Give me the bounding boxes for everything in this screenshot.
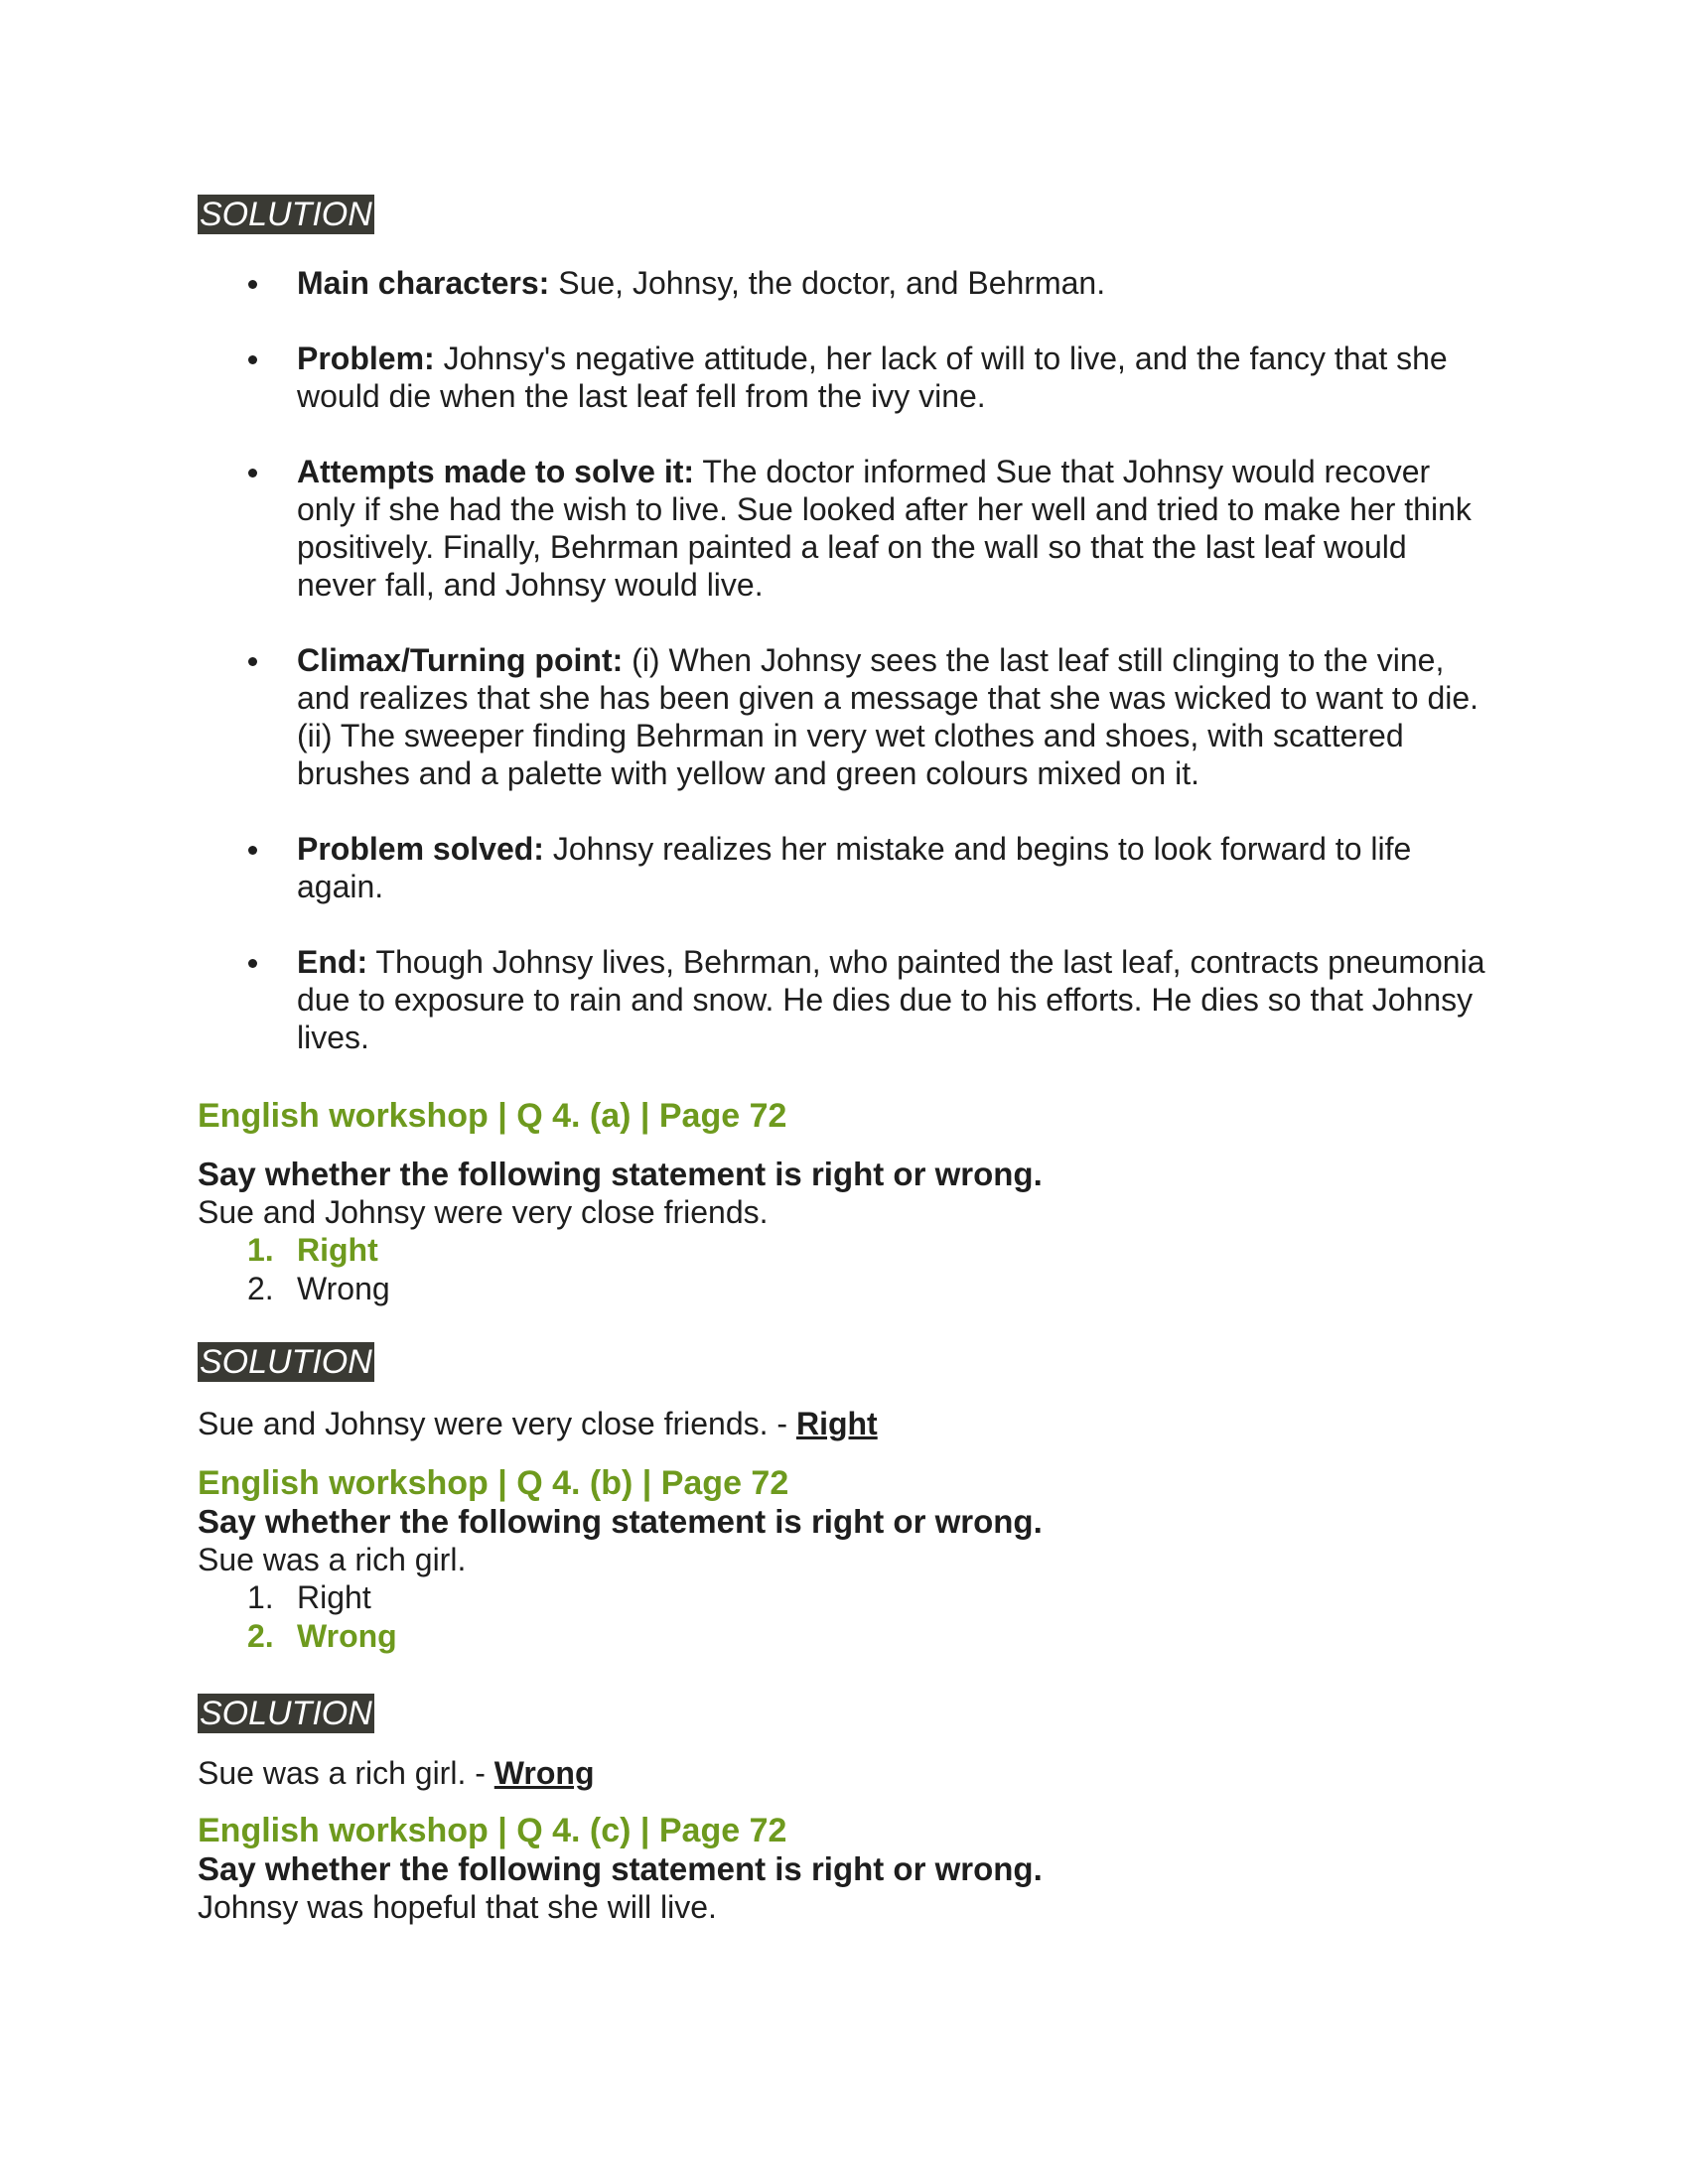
- list-item: [198, 641, 1488, 792]
- option-number: 2.: [247, 1618, 274, 1654]
- option-number: 2.: [247, 1271, 274, 1306]
- options-list: [198, 1231, 1488, 1308]
- item-text: Johnsy realizes her mistake and begins to look forward to life again.: [297, 831, 1412, 904]
- list-item: [198, 264, 1488, 302]
- list-item: [198, 943, 1488, 1056]
- option-right: [198, 1578, 1488, 1617]
- question-statement: Sue was a rich girl.: [198, 1542, 467, 1577]
- option-right: [198, 1231, 1488, 1270]
- item-label: Problem solved:: [297, 831, 544, 867]
- question-instruction: Say whether the following statement is right or wrong.: [198, 1503, 1043, 1540]
- item-label: Main characters:: [297, 265, 550, 301]
- item-text: Sue, Johnsy, the doctor, and Behrman.: [549, 265, 1106, 301]
- question-b: [198, 1463, 1488, 1793]
- bullet-icon: [248, 959, 257, 968]
- option-number: 1.: [247, 1232, 274, 1268]
- list-item: [198, 340, 1488, 415]
- option-wrong: [198, 1270, 1488, 1308]
- option-number: 1.: [247, 1579, 274, 1615]
- item-label: End:: [297, 944, 368, 980]
- answer-prefix: Sue and Johnsy were very close friends. -: [198, 1406, 796, 1441]
- item-label: Attempts made to solve it:: [297, 454, 695, 489]
- bullet-icon: [248, 355, 257, 364]
- option-wrong: [198, 1617, 1488, 1656]
- item-label: Problem:: [297, 341, 435, 376]
- answer-line: [198, 1753, 1488, 1793]
- question-instruction: Say whether the following statement is right or wrong.: [198, 1850, 1043, 1887]
- question-instruction: Say whether the following statement is right or wrong.: [198, 1156, 1043, 1192]
- item-text: Johnsy's negative attitude, her lack of will to live, and the fancy that she would die when the last leaf fell from the ivy vine.: [297, 341, 1448, 414]
- answer-prefix: Sue was a rich girl. -: [198, 1755, 494, 1791]
- bullet-icon: [248, 846, 257, 855]
- answer-line: [198, 1404, 1488, 1443]
- bullet-icon: [248, 469, 257, 478]
- list-item: [198, 830, 1488, 905]
- document-page: [198, 195, 1488, 1926]
- solution-badge: SOLUTION: [200, 1695, 372, 1732]
- solution-badge: SOLUTION: [200, 1343, 372, 1381]
- option-text: Right: [297, 1232, 378, 1268]
- question-heading: English workshop | Q 4. (b) | Page 72: [198, 1464, 789, 1502]
- option-text: Right: [297, 1579, 371, 1615]
- item-text: (i) When Johnsy sees the last leaf still clinging to the vine, and realizes that she has been given a message that she was wicked to want to die. (ii) The sweeper finding Behrman in very wet clothes and shoes, with scattered brushes and a palette with yellow and green colours mixed on it.: [297, 642, 1479, 791]
- question-a: [198, 1096, 1488, 1443]
- option-text: Wrong: [297, 1618, 397, 1654]
- question-c: [198, 1811, 1488, 1926]
- answer-value: Wrong: [493, 1755, 595, 1791]
- options-list: [198, 1578, 1488, 1656]
- item-text: Though Johnsy lives, Behrman, who painted the last leaf, contracts pneumonia due to exposure to rain and snow. He dies due to his efforts. He dies so that Johnsy lives.: [297, 944, 1485, 1055]
- list-item: [198, 453, 1488, 604]
- story-elements-list: [198, 264, 1488, 1056]
- question-heading: English workshop | Q 4. (a) | Page 72: [198, 1097, 787, 1135]
- bullet-icon: [248, 657, 257, 666]
- item-text: The doctor informed Sue that Johnsy would recover only if she had the wish to live. Sue looked after her well and tried to make her think positively. Finally, Behrman painted a leaf on the wall so that the last leaf would never fall, and Johnsy would live.: [297, 454, 1472, 603]
- solution-badge: SOLUTION: [200, 196, 372, 233]
- question-statement: Sue and Johnsy were very close friends.: [198, 1194, 769, 1230]
- item-label: Climax/Turning point:: [297, 642, 624, 678]
- question-statement: Johnsy was hopeful that she will live.: [198, 1889, 717, 1925]
- option-text: Wrong: [297, 1271, 390, 1306]
- question-heading: English workshop | Q 4. (c) | Page 72: [198, 1812, 787, 1849]
- answer-value: Right: [795, 1406, 878, 1441]
- bullet-icon: [248, 280, 257, 289]
